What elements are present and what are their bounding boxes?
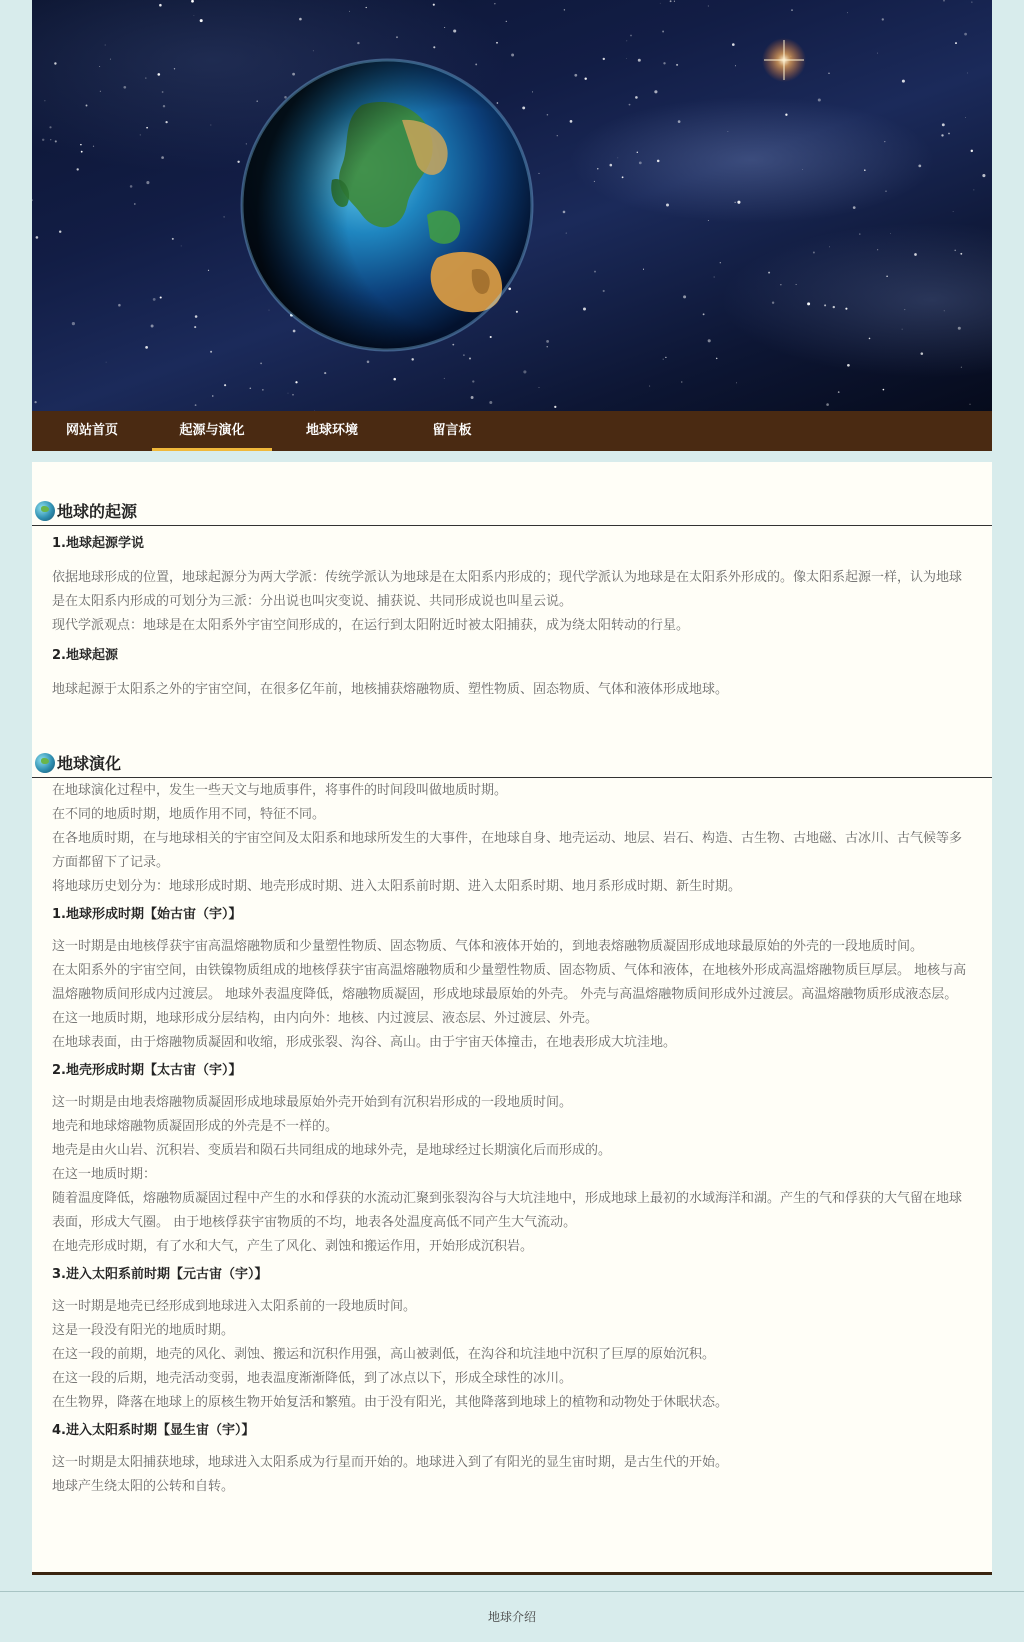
nav-item-earth-environment[interactable]: 地球环境: [305, 423, 358, 438]
paragraph: 这是一段没有阳光的地质时期。: [52, 1323, 235, 1338]
earth-banner-image: [32, 0, 992, 411]
nav-item-guestbook[interactable]: 留言板: [432, 423, 472, 438]
section-title: 地球演化: [57, 754, 122, 773]
origin-block: [52, 534, 972, 702]
paragraph: 在各地质时期，在与地球相关的宇宙空间及太阳系和地球所发生的大事件，在地球自身、地壳运动、地层、岩石、构造、古生物、古地磁、古冰川、古气候等多方面都留下了记录。: [52, 831, 963, 870]
paragraph: 地壳是由火山岩、沉积岩、变质岩和陨石共同组成的地球外壳，是地球经过长期演化后而形成的。: [52, 1143, 612, 1158]
paragraph: 这一时期是太阳捕获地球，地球进入太阳系成为行星而开始的。地球进入到了有阳光的显生宙时期，是古生代的开始。: [52, 1455, 729, 1470]
content-panel: [32, 462, 992, 1575]
paragraph: 地球起源于太阳系之外的宇宙空间，在很多亿年前，地核捕获熔融物质、塑性物质、固态物质、气体和液体形成地球。: [52, 682, 729, 697]
paragraph: 现代学派观点：地球是在太阳系外宇宙空间形成的，在运行到太阳附近时被太阳捕获，成为绕太阳转动的行星。: [52, 618, 690, 633]
evolution-block: [52, 779, 972, 1499]
subsection-title: 2.地球起源: [52, 648, 118, 663]
globe-icon: [35, 753, 55, 773]
page-wrapper: [32, 0, 992, 1575]
paragraph: 在地壳形成时期，有了水和大气，产生了风化、剥蚀和搬运作用，开始形成沉积岩。: [52, 1239, 534, 1254]
paragraph: 在这一段的前期，地壳的风化、剥蚀、搬运和沉积作用强，高山被剥低，在沟谷和坑洼地中沉积了巨厚的原始沉积。: [52, 1347, 716, 1362]
paragraph: 在这一段的后期，地壳活动变弱，地表温度渐渐降低，到了冰点以下，形成全球性的冰川。: [52, 1371, 573, 1386]
footer: [0, 1591, 1024, 1642]
section-heading-origin: [32, 500, 992, 526]
paragraph: 依据地球形成的位置，地球起源分为两大学派：传统学派认为地球是在太阳系内形成的；现代学派认为地球是在太阳系外形成的。像太阳系起源一样，认为地球是在太阳系内形成的可划分为三派：分出说也叫灾变说、捕获说、共同形成说也叫星云说。: [52, 570, 963, 609]
globe-icon: [35, 501, 55, 521]
subsection-title: 1.地球形成时期【始古宙（宇）】: [52, 907, 242, 922]
nav-item-home[interactable]: 网站首页: [65, 423, 118, 438]
paragraph: 将地球历史划分为：地球形成时期、地壳形成时期、进入太阳系前时期、进入太阳系时期、地月系形成时期、新生时期。: [52, 879, 742, 894]
subsection-title: 1.地球起源学说: [52, 536, 144, 551]
main-nav-bar: [32, 411, 992, 451]
nav-item-origin-evolution[interactable]: 起源与演化: [152, 411, 272, 451]
paragraph: 在生物界，降落在地球上的原核生物开始复活和繁殖。由于没有阳光，其他降落到地球上的植物和动物处于休眠状态。: [52, 1395, 729, 1410]
subsection-title: 4.进入太阳系时期【显生宙（宇）】: [52, 1423, 255, 1438]
section-heading-evolution: [32, 752, 992, 778]
paragraph: 地球产生绕太阳的公转和自转。: [52, 1479, 235, 1494]
paragraph: 在地球表面，由于熔融物质凝固和收缩，形成张裂、沟谷、高山。由于宇宙天体撞击，在地表形成大坑洼地。: [52, 1035, 677, 1050]
paragraph: 在这一地质时期：: [52, 1167, 157, 1182]
paragraph: 这一时期是地壳已经形成到地球进入太阳系前的一段地质时间。: [52, 1299, 417, 1314]
paragraph: 在太阳系外的宇宙空间，由铁镍物质组成的地核俘获宇宙高温熔融物质和少量塑性物质、固态物质、气体和液体，在地核外形成高温熔融物质巨厚层。 地核与高温熔融物质间形成内过渡层。 地球外表温度降低，熔融物质凝固，形成地球最原始的外壳。 外壳与高温熔融物质间形成外过渡层。高温熔融物质形成液态层。: [52, 963, 967, 1002]
section-title: 地球的起源: [57, 502, 138, 521]
paragraph: 这一时期是由地表熔融物质凝固形成地球最原始外壳开始到有沉积岩形成的一段地质时间。: [52, 1095, 573, 1110]
subsection-title: 2.地壳形成时期【太古宙（宇）】: [52, 1063, 242, 1078]
subsection-title: 3.进入太阳系前时期【元古宙（宇）】: [52, 1267, 268, 1282]
earth-in-space-illustration: [32, 0, 992, 411]
paragraph: 在不同的地质时期，地质作用不同，特征不同。: [52, 807, 326, 822]
paragraph: 地壳和地球熔融物质凝固形成的外壳是不一样的。: [52, 1119, 339, 1134]
paragraph: 随着温度降低，熔融物质凝固过程中产生的水和俘获的水流动汇聚到张裂沟谷与大坑洼地中，形成地球上最初的水域海洋和湖。产生的气和俘获的大气留在地球表面，形成大气圈。 由于地核俘获宇宙物质的不均，地表各处温度高低不同产生大气流动。: [52, 1191, 963, 1230]
footer-text: 地球介绍: [487, 1610, 536, 1624]
paragraph: 在地球演化过程中，发生一些天文与地质事件，将事件的时间段叫做地质时期。: [52, 783, 508, 798]
paragraph: 这一时期是由地核俘获宇宙高温熔融物质和少量塑性物质、固态物质、气体和液体开始的，到地表熔融物质凝固形成地球最原始的外壳的一段地质时间。: [52, 939, 924, 954]
paragraph: 在这一地质时期，地球形成分层结构，由内向外：地核、内过渡层、液态层、外过渡层、外壳。: [52, 1011, 599, 1026]
